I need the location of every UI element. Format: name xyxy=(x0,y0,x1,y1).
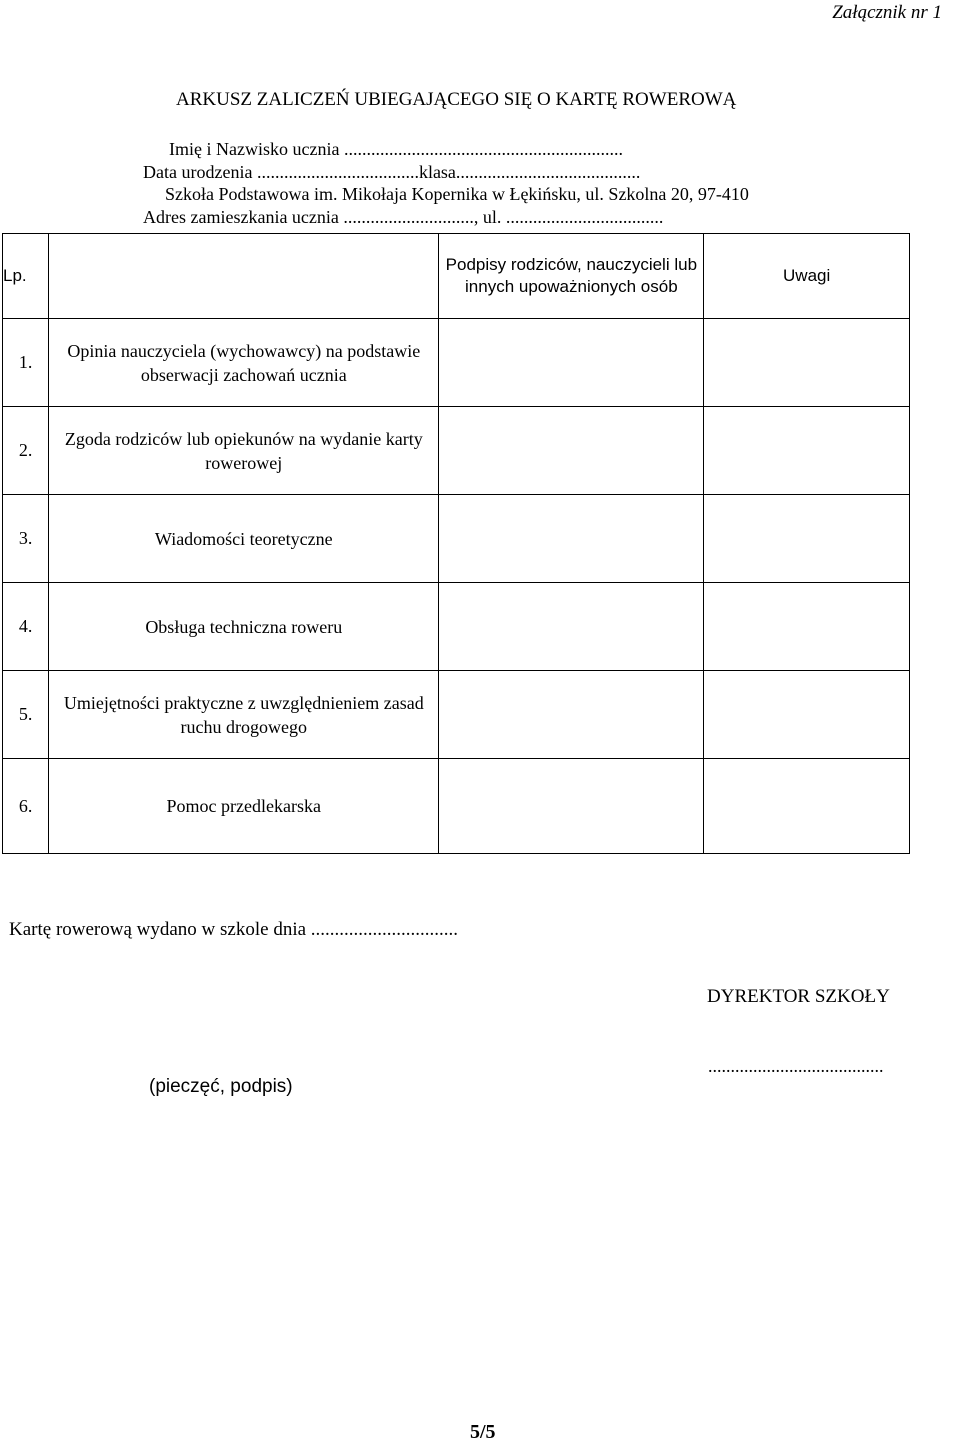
row-number: 5. xyxy=(3,671,49,759)
row-description: Pomoc przedlekarska xyxy=(49,759,439,854)
header-remarks: Uwagi xyxy=(704,234,910,319)
row-description: Obsługa techniczna roweru xyxy=(49,583,439,671)
row-number: 4. xyxy=(3,583,49,671)
table-row xyxy=(3,759,910,854)
row-number: 3. xyxy=(3,495,49,583)
row-number: 6. xyxy=(3,759,49,854)
remarks-cell[interactable] xyxy=(704,759,910,854)
signature-cell[interactable] xyxy=(439,759,704,854)
student-info-block xyxy=(142,138,749,228)
stamp-signature-label: (pieczęć, podpis) xyxy=(149,1076,293,1097)
remarks-cell[interactable] xyxy=(704,671,910,759)
table-row xyxy=(3,671,910,759)
header-description xyxy=(49,234,439,319)
row-description: Opinia nauczyciela (wychowawcy) na podstawie obserwacji zachowań ucznia xyxy=(49,319,439,407)
table-row xyxy=(3,495,910,583)
row-description: Umiejętności praktyczne z uwzględnieniem zasad ruchu drogowego xyxy=(49,671,439,759)
header-lp: Lp. xyxy=(3,234,49,319)
card-issued-line: Kartę rowerową wydano w szkole dnia ............................... xyxy=(9,919,459,940)
student-name-line: Imię i Nazwisko ucznia .............................................................. xyxy=(169,139,623,159)
table-header-row xyxy=(3,234,910,319)
signature-cell[interactable] xyxy=(439,319,704,407)
table-row xyxy=(3,407,910,495)
table-row xyxy=(3,319,910,407)
document-title: ARKUSZ ZALICZEŃ UBIEGAJĄCEGO SIĘ O KARTĘ ROWEROWĄ xyxy=(176,89,737,110)
signature-cell[interactable] xyxy=(439,407,704,495)
row-description: Wiadomości teoretyczne xyxy=(49,495,439,583)
table-row xyxy=(3,583,910,671)
director-label: DYREKTOR SZKOŁY xyxy=(707,986,890,1007)
row-description: Zgoda rodziców lub opiekunów na wydanie karty rowerowej xyxy=(49,407,439,495)
row-number: 2. xyxy=(3,407,49,495)
birth-date-line: Data urodzenia ....................................klasa......................................... xyxy=(143,161,641,182)
school-line: Szkoła Podstawowa im. Mikołaja Kopernika w Łękińsku, ul. Szkolna 20, 97-410 xyxy=(165,184,749,204)
remarks-cell[interactable] xyxy=(704,407,910,495)
remarks-cell[interactable] xyxy=(704,583,910,671)
director-signature-line: ....................................... xyxy=(708,1056,884,1076)
header-signatures: Podpisy rodziców, nauczycieli lub innych upoważnionych osób xyxy=(439,234,704,319)
row-number: 1. xyxy=(3,319,49,407)
signature-cell[interactable] xyxy=(439,583,704,671)
remarks-cell[interactable] xyxy=(704,495,910,583)
page-number: 5/5 xyxy=(470,1421,496,1443)
signature-cell[interactable] xyxy=(439,671,704,759)
address-line: Adres zamieszkania ucznia ............................., ul. ................................... xyxy=(143,206,664,227)
remarks-cell[interactable] xyxy=(704,319,910,407)
signature-cell[interactable] xyxy=(439,495,704,583)
assessment-table xyxy=(2,233,910,854)
annex-label: Załącznik nr 1 xyxy=(832,2,942,23)
